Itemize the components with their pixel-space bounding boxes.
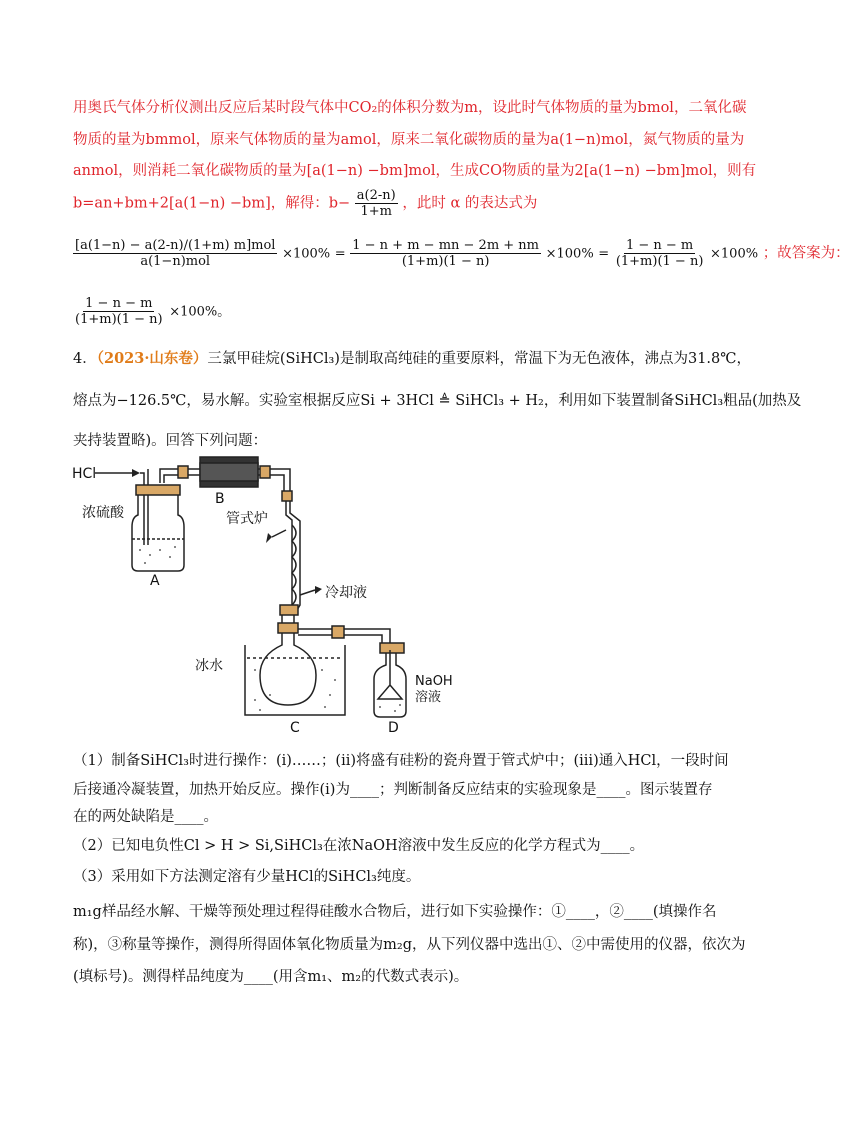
question-4-line-1 bbox=[73, 349, 751, 369]
part-3-line-2: 称)，③称量等操作，测得所得固体氧化物质量为m₂g，从下列仪器中选出①、②中需使用的仪器，依次为 bbox=[73, 937, 746, 953]
question-text-1: 三氯甲硅烷(SiHCl₃)是制取高纯硅的重要原料，常温下为无色液体，沸点为31.8℃， bbox=[207, 351, 751, 367]
part-1-line-1: （1）制备SiHCl₃时进行操作：(ⅰ)……；(ⅱ)将盛有硅粉的瓷舟置于管式炉中；(ⅲ)通入HCl，一段时间 bbox=[73, 753, 729, 769]
label-hcl: HCl bbox=[72, 466, 97, 482]
eq-frac-1-num: [a(1−n) − a(2-n)/(1+m) m]mol bbox=[75, 238, 276, 253]
fraction-b-num: a(2-n) bbox=[356, 188, 396, 203]
pct-2: ×100% bbox=[545, 246, 594, 262]
apparatus-diagram bbox=[60, 455, 480, 740]
pct-3: ×100% bbox=[710, 246, 759, 262]
eq-frac-2-num: 1 − n + m − mn − 2m + nm bbox=[352, 238, 540, 253]
eq-tail: ；故答案为： bbox=[762, 245, 850, 262]
question-4-line-3: 夹持装置略)。回答下列问题： bbox=[73, 433, 268, 449]
part-3-line-1: m₁g样品经水解、干燥等预处理过程得硅酸水合物后，进行如下实验操作：①____，②____(填操作名 bbox=[73, 904, 717, 920]
answer-tail: ×100%。 bbox=[169, 304, 231, 320]
answer-frac-den: (1+m)(1 − n) bbox=[75, 312, 163, 327]
part-1-line-3: 在的两处缺陷是____。 bbox=[73, 809, 218, 825]
fraction-b bbox=[355, 188, 398, 219]
answer-frac-num: 1 − n − m bbox=[85, 296, 153, 311]
label-C: C bbox=[290, 720, 300, 736]
label-solution: 溶液 bbox=[415, 690, 442, 705]
solution-line-3: anmol，则消耗二氧化碳物质的量为[a(1−n) −bm]mol，生成CO物质的量为2[a(1−n) −bm]mol，则有 bbox=[73, 163, 757, 179]
eq-frac-3-den: (1+m)(1 − n) bbox=[615, 254, 704, 269]
label-B: B bbox=[215, 491, 225, 507]
label-coolant: 冷却液 bbox=[325, 585, 367, 601]
label-A: A bbox=[150, 573, 160, 589]
answer-frac bbox=[73, 296, 165, 327]
question-4-line-2: 熔点为−126.5℃，易水解。实验室根据反应Si + 3HCl ≜ SiHCl₃ + H₂，利用如下装置制备SiHCl₃粗品(加热及 bbox=[73, 393, 802, 409]
question-number: 4． bbox=[73, 351, 97, 367]
label-D: D bbox=[388, 720, 399, 736]
part-3: （3）采用如下方法测定溶有少量HCl的SiHCl₃纯度。 bbox=[73, 869, 421, 885]
eq-frac-2-den: (1+m)(1 − n) bbox=[401, 254, 490, 269]
label-naoh: NaOH bbox=[415, 674, 453, 689]
solution-line-1: 用奥氏气体分析仪测出反应后某时段气体中CO₂的体积分数为m，设此时气体物质的量为bmol，二氧化碳 bbox=[73, 100, 747, 116]
part-1-line-2: 后接通冷凝装置，加热开始反应。操作(ⅰ)为____；判断制备反应结束的实验现象是____。图示装置存 bbox=[73, 782, 713, 798]
solution-line-2: 物质的量为bmmol，原来气体物质的量为amol，原来二氧化碳物质的量为a(1−n)mol，氮气物质的量为 bbox=[73, 132, 745, 148]
label-furnace: 管式炉 bbox=[226, 511, 268, 527]
pct-1: ×100% bbox=[282, 246, 331, 262]
solution-line-4 bbox=[73, 188, 537, 219]
eq-frac-2 bbox=[350, 238, 541, 269]
solution-line-4-text: b=an+bm+2[a(1−n) −bm]，解得：b− bbox=[73, 195, 351, 212]
label-acid: 浓硫酸 bbox=[82, 505, 124, 521]
solution-line-4-tail: ，此时 α 的表达式为 bbox=[402, 195, 538, 212]
eq-frac-3-num: 1 − n − m bbox=[625, 238, 694, 253]
alpha-equation: $\frac{\text{[a(1−n) − a(2-n)/(1+m) m]mol}}{\text{a(1−n)mol}}$ ×100% = $\frac{1 - n + m - mn - 2m + nm}{(1+m)(1 - n)}$ ×100% = $\frac{1 - n - m}{(1+m)(1 - n)}$ ×100% ；故答案为： bbox=[75, 238, 850, 269]
eq-frac-1-den: a(1−n)mol bbox=[140, 254, 211, 269]
question-source: （2023·山东卷） bbox=[96, 350, 208, 367]
eq-frac-1 bbox=[73, 238, 277, 269]
part-2: （2）已知电负性Cl > H > Si,SiHCl₃在浓NaOH溶液中发生反应的化学方程式为____。 bbox=[73, 838, 645, 854]
fraction-b-den: 1+m bbox=[360, 204, 393, 219]
answer-line bbox=[73, 296, 230, 327]
eq-frac-3 bbox=[614, 238, 706, 269]
part-3-line-3: (填标号)。测得样品纯度为____(用含m₁、m₂的代数式表示)。 bbox=[73, 969, 469, 985]
label-icewater: 冰水 bbox=[195, 658, 223, 674]
